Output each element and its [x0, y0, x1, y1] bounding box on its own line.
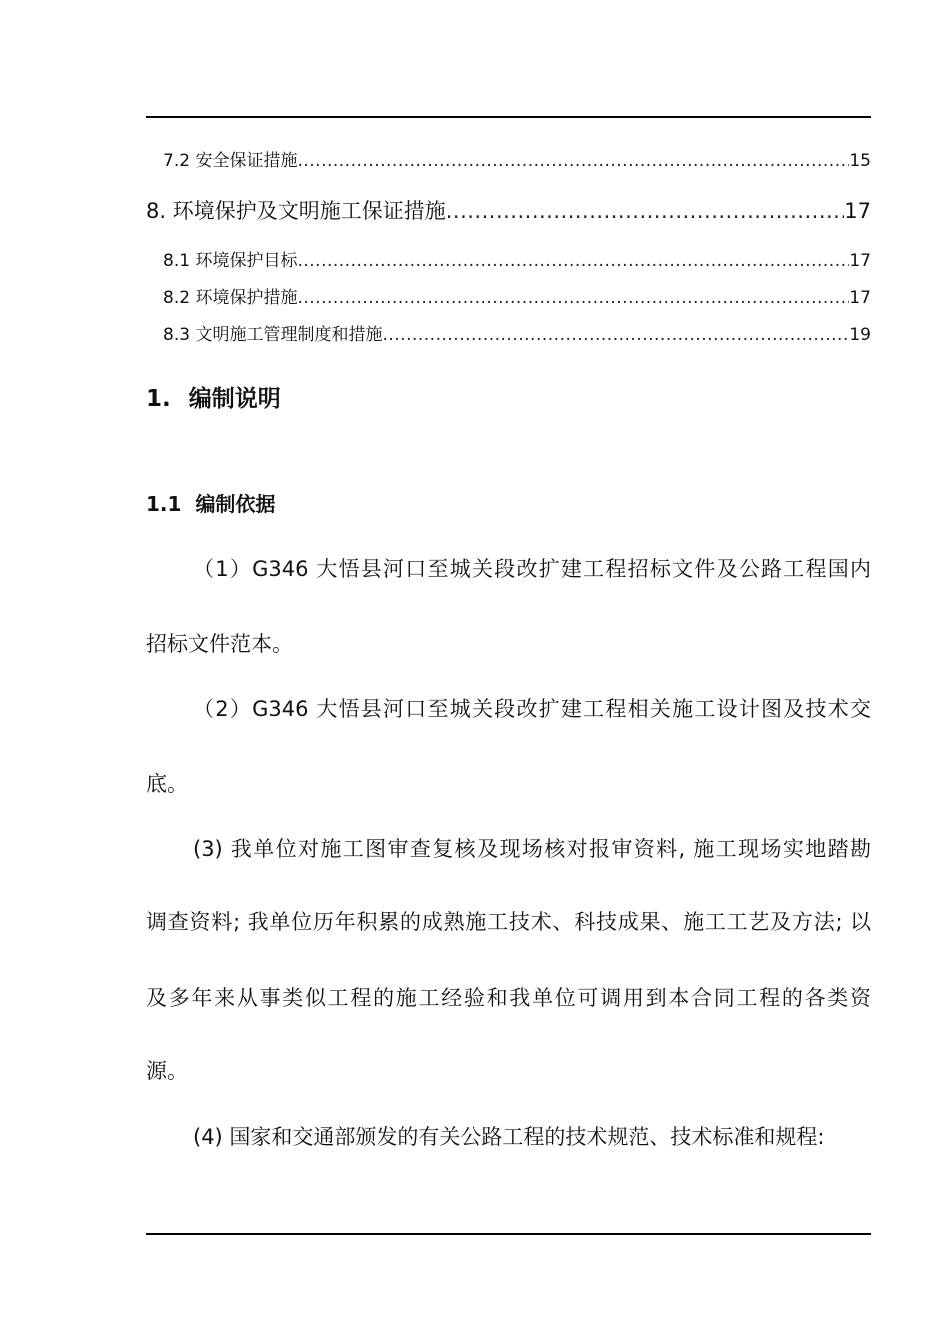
subsection-number: 1.1 [146, 492, 182, 516]
toc-entry-label: 8.1 环境保护目标 [163, 251, 298, 271]
toc-entry[interactable] [146, 320, 871, 345]
toc-entry[interactable] [146, 283, 871, 308]
section-number: 1. [146, 386, 171, 412]
toc-entry-label: 8. 环境保护及文明施工保证措施 [146, 199, 446, 223]
toc-entry[interactable] [146, 146, 871, 171]
toc-entry[interactable] [146, 195, 871, 225]
paragraph-line: 底。 [146, 772, 188, 796]
section-title: 编制说明 [188, 386, 281, 412]
toc-leader [297, 288, 849, 308]
toc-entry-page: 17 [849, 288, 871, 308]
paragraph-line: 源。 [146, 1059, 188, 1083]
toc-entry-page: 17 [849, 251, 871, 271]
toc-leader [446, 199, 845, 223]
toc-entry-label: 8.2 环境保护措施 [163, 288, 298, 308]
paragraph-line: (3) 我单位对施工图审查复核及现场核对报审资料, 施工现场实地踏勘 [193, 837, 871, 861]
toc-leader [297, 251, 849, 271]
toc-entry-label: 8.3 文明施工管理制度和措施 [163, 325, 383, 345]
section-heading [146, 380, 281, 413]
header-rule [146, 116, 871, 118]
paragraph-line: 及多年来从事类似工程的施工经验和我单位可调用到本合同工程的各类资 [146, 986, 871, 1010]
toc-leader [297, 151, 849, 171]
toc-entry[interactable] [146, 246, 871, 271]
paragraph-line: （2）G346 大悟县河口至城关段改扩建工程相关施工设计图及技术交 [193, 697, 871, 721]
toc-entry-page: 19 [849, 325, 871, 345]
footer-rule [146, 1233, 871, 1235]
paragraph-line: (4) 国家和交通部颁发的有关公路工程的技术规范、技术标准和规程: [193, 1125, 825, 1149]
paragraph-line: 调查资料; 我单位历年积累的成熟施工技术、科技成果、施工工艺及方法; 以 [146, 910, 871, 934]
paragraph-line: （1）G346 大悟县河口至城关段改扩建工程招标文件及公路工程国内 [193, 557, 871, 581]
subsection-title: 编制依据 [195, 492, 276, 516]
subsection-heading [146, 488, 275, 517]
toc-leader [382, 325, 849, 345]
paragraph-line: 招标文件范本。 [146, 632, 293, 656]
toc-entry-page: 17 [844, 199, 871, 223]
toc-entry-label: 7.2 安全保证措施 [163, 151, 298, 171]
toc-entry-page: 15 [849, 151, 871, 171]
